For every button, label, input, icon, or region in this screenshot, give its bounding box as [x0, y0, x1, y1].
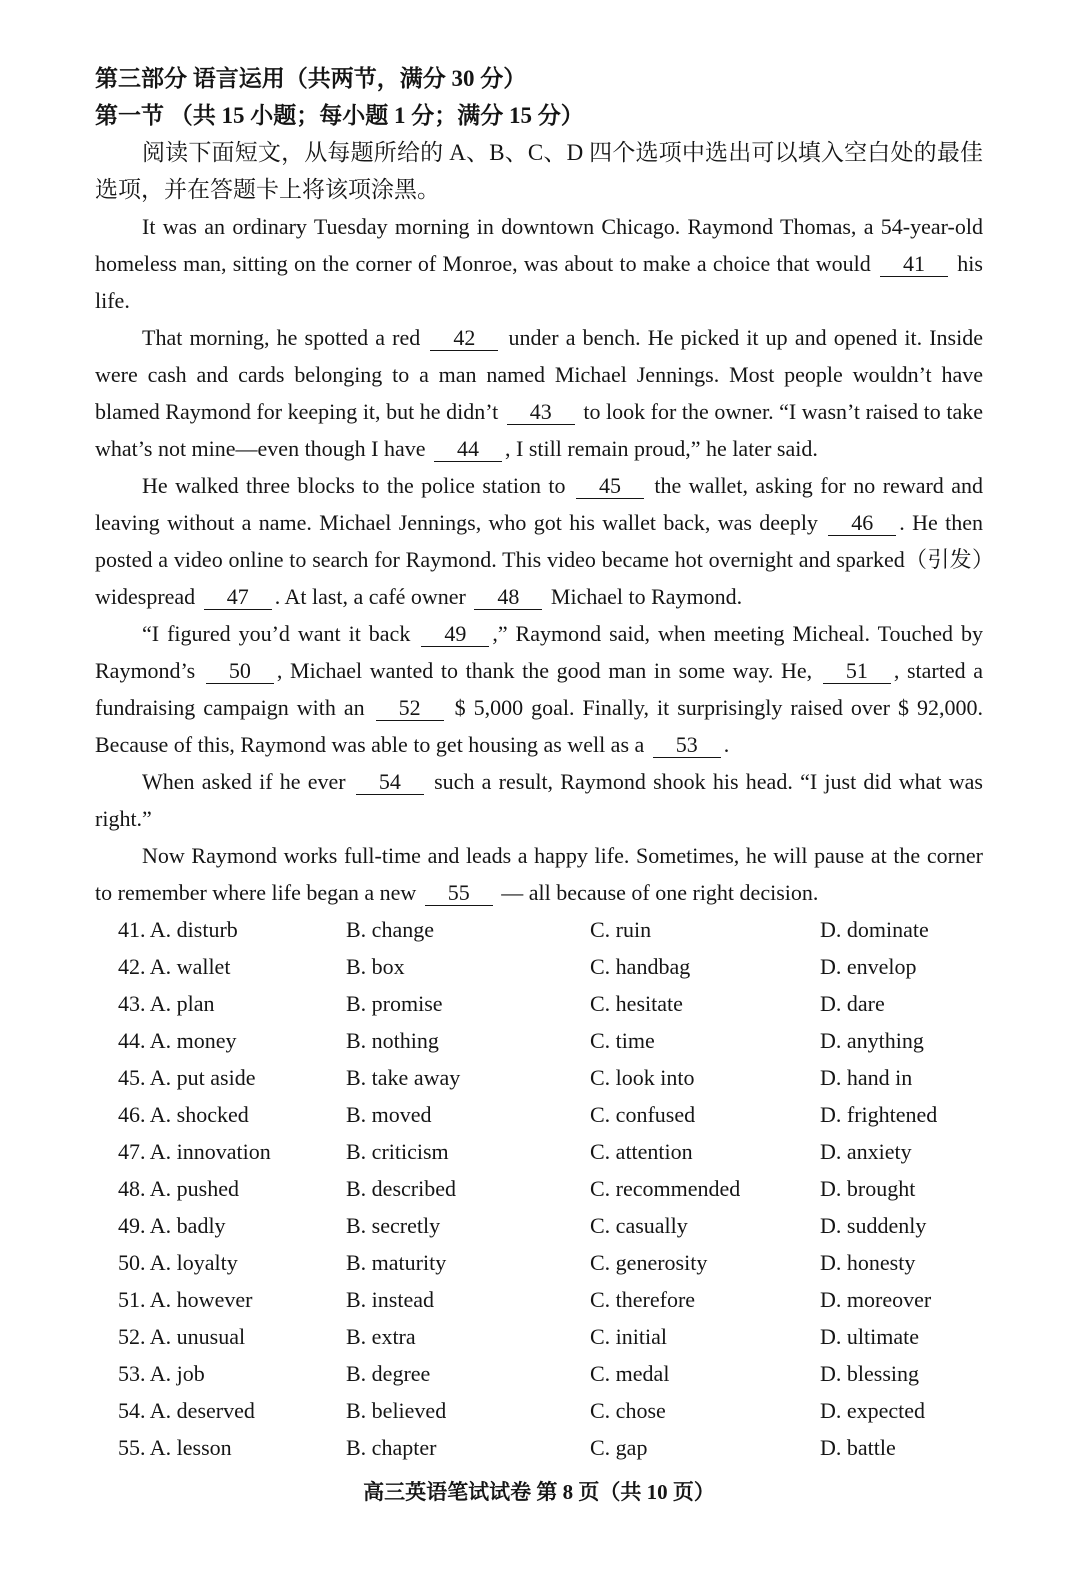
option-d: D. hand in: [820, 1065, 913, 1090]
option-cell: [346, 985, 590, 1022]
option-a: A. wallet: [149, 954, 231, 979]
question-row-50: [118, 1244, 983, 1281]
option-c: C. casually: [590, 1213, 688, 1238]
passage-text: the wallet, asking for no reward and leaving without a name. Michael Jennings, who got his wallet back, was deeply: [95, 473, 983, 535]
passage-paragraph: [95, 615, 983, 763]
blank-53: 53: [653, 733, 721, 758]
option-cell: [820, 1096, 983, 1133]
option-c: C. attention: [590, 1139, 693, 1164]
option-d: D. anything: [820, 1028, 924, 1053]
option-cell: [346, 1096, 590, 1133]
option-d: D. envelop: [820, 954, 917, 979]
option-cell: [346, 1170, 590, 1207]
option-b: B. promise: [346, 991, 443, 1016]
option-b: B. secretly: [346, 1213, 441, 1238]
question-number: 55.: [118, 1435, 146, 1460]
passage-text: He walked three blocks to the police station to: [142, 473, 573, 498]
option-cell: [820, 1244, 983, 1281]
passage-text: such a result, Raymond shook his head. “I just did what was right.”: [95, 769, 983, 831]
passage-text: . He then posted a video online to search for Raymond. This video became hot overnight and sparked（引发）widespread: [95, 510, 984, 609]
option-c: C. chose: [590, 1398, 666, 1423]
blank-50: 50: [206, 659, 274, 684]
passage-text: When asked if he ever: [142, 769, 353, 794]
passage-text: .: [723, 732, 730, 757]
passage-paragraph: [95, 319, 983, 467]
question-number: 44.: [118, 1028, 146, 1053]
passage-text: , started a fundraising campaign with an: [95, 658, 984, 720]
page-footer: 高三英语笔试试卷 第 8 页（共 10 页）: [363, 1480, 715, 1504]
option-cell: [590, 1133, 820, 1170]
question-number: 54.: [118, 1398, 146, 1423]
question-number: 53.: [118, 1361, 146, 1386]
option-cell: [590, 1022, 820, 1059]
option-c: C. initial: [590, 1324, 667, 1349]
option-b: B. instead: [346, 1287, 434, 1312]
option-c: C. handbag: [590, 954, 691, 979]
option-cell: [118, 1170, 346, 1207]
option-b: B. moved: [346, 1102, 432, 1127]
question-number: 48.: [118, 1176, 146, 1201]
question-number: 43.: [118, 991, 146, 1016]
option-d: D. expected: [820, 1398, 926, 1423]
question-number: 50.: [118, 1250, 146, 1275]
question-row-52: [118, 1318, 983, 1355]
passage-text: ,” Raymond said, when meeting Micheal. Touched by Raymond’s: [95, 621, 984, 683]
option-cell: [118, 1355, 346, 1392]
option-a: A. disturb: [149, 917, 238, 942]
blank-44: 44: [434, 437, 502, 462]
passage-text: That morning, he spotted a red: [142, 325, 428, 350]
passage-text: Now Raymond works full-time and leads a happy life. Sometimes, he will pause at the corner to remember where life began a new: [95, 843, 983, 905]
option-b: B. change: [346, 917, 434, 942]
question-row-53: [118, 1355, 983, 1392]
option-cell: [820, 1170, 983, 1207]
option-cell: [590, 1207, 820, 1244]
option-cell: [590, 985, 820, 1022]
option-b: B. degree: [346, 1361, 431, 1386]
option-cell: [590, 1355, 820, 1392]
question-row-54: [118, 1392, 983, 1429]
option-cell: [346, 1281, 590, 1318]
option-cell: [346, 1207, 590, 1244]
question-number: 45.: [118, 1065, 146, 1090]
option-d: D. ultimate: [820, 1324, 919, 1349]
passage-text: “I figured you’d want it back: [142, 621, 419, 646]
option-cell: [118, 1096, 346, 1133]
option-a: A. unusual: [149, 1324, 246, 1349]
blank-46: 46: [828, 511, 896, 536]
option-cell: [118, 1429, 346, 1466]
question-list: [95, 911, 983, 1466]
option-cell: [118, 1244, 346, 1281]
option-c: C. medal: [590, 1361, 670, 1386]
option-a: A. badly: [149, 1213, 226, 1238]
option-cell: [820, 1392, 983, 1429]
option-c: C. confused: [590, 1102, 696, 1127]
option-c: C. look into: [590, 1065, 695, 1090]
option-b: B. take away: [346, 1065, 461, 1090]
option-cell: [346, 1355, 590, 1392]
option-cell: [118, 985, 346, 1022]
option-cell: [590, 1244, 820, 1281]
option-d: D. anxiety: [820, 1139, 912, 1164]
option-cell: [118, 1059, 346, 1096]
option-c: C. time: [590, 1028, 655, 1053]
question-number: 41.: [118, 917, 146, 942]
option-cell: [590, 1429, 820, 1466]
option-b: B. nothing: [346, 1028, 439, 1053]
option-a: A. lesson: [149, 1435, 232, 1460]
option-cell: [346, 1429, 590, 1466]
option-a: A. shocked: [149, 1102, 249, 1127]
passage-paragraph: [95, 208, 983, 319]
option-d: D. frightened: [820, 1102, 938, 1127]
option-cell: [590, 1170, 820, 1207]
passage-text: , I still remain proud,” he later said.: [505, 436, 818, 461]
option-cell: [820, 1355, 983, 1392]
option-a: A. loyalty: [149, 1250, 238, 1275]
question-number: 49.: [118, 1213, 146, 1238]
question-number: 46.: [118, 1102, 146, 1127]
option-cell: [590, 911, 820, 948]
question-row-55: [118, 1429, 983, 1466]
question-row-45: [118, 1059, 983, 1096]
passage-text: his life.: [95, 251, 983, 313]
question-row-46: [118, 1096, 983, 1133]
option-d: D. brought: [820, 1176, 916, 1201]
blank-41: 41: [880, 252, 948, 277]
option-cell: [346, 911, 590, 948]
option-a: A. money: [149, 1028, 237, 1053]
option-a: A. plan: [149, 991, 215, 1016]
question-row-48: [118, 1170, 983, 1207]
option-d: D. moreover: [820, 1287, 932, 1312]
option-cell: [820, 985, 983, 1022]
option-d: D. honesty: [820, 1250, 916, 1275]
option-c: C. ruin: [590, 917, 652, 942]
option-cell: [346, 1133, 590, 1170]
option-a: A. however: [149, 1287, 253, 1312]
option-b: B. maturity: [346, 1250, 447, 1275]
option-c: C. generosity: [590, 1250, 708, 1275]
question-number: 52.: [118, 1324, 146, 1349]
option-b: B. extra: [346, 1324, 416, 1349]
passage-text: . At last, a café owner: [274, 584, 472, 609]
option-cell: [346, 1318, 590, 1355]
option-cell: [118, 948, 346, 985]
option-cell: [346, 1022, 590, 1059]
option-a: A. pushed: [149, 1176, 240, 1201]
option-a: A. deserved: [149, 1398, 255, 1423]
option-cell: [820, 1429, 983, 1466]
question-row-47: [118, 1133, 983, 1170]
option-b: B. chapter: [346, 1435, 437, 1460]
passage-text: — all because of one right decision.: [495, 880, 819, 905]
question-number: 51.: [118, 1287, 146, 1312]
option-d: D. blessing: [820, 1361, 919, 1386]
option-c: C. recommended: [590, 1176, 741, 1201]
question-number: 42.: [118, 954, 146, 979]
option-cell: [820, 1022, 983, 1059]
passage-text: Michael to Raymond.: [545, 584, 743, 609]
section-subtitle: 第一节 （共 15 小题；每小题 1 分；满分 15 分）: [95, 103, 584, 128]
blank-55: 55: [425, 881, 493, 906]
page-content: [95, 60, 983, 1510]
option-d: D. suddenly: [820, 1213, 927, 1238]
blank-52: 52: [376, 696, 444, 721]
question-row-41: [118, 911, 983, 948]
passage-paragraph: [95, 837, 983, 911]
option-d: D. dare: [820, 991, 885, 1016]
blank-49: 49: [421, 622, 489, 647]
option-a: A. job: [149, 1361, 205, 1386]
question-row-49: [118, 1207, 983, 1244]
option-c: C. gap: [590, 1435, 648, 1460]
option-a: A. innovation: [149, 1139, 271, 1164]
blank-54: 54: [356, 770, 424, 795]
option-cell: [346, 1244, 590, 1281]
option-cell: [346, 948, 590, 985]
option-cell: [118, 1318, 346, 1355]
option-cell: [820, 1318, 983, 1355]
passage: [95, 208, 983, 911]
option-cell: [118, 1133, 346, 1170]
option-cell: [346, 1392, 590, 1429]
option-b: B. described: [346, 1176, 456, 1201]
option-c: C. therefore: [590, 1287, 696, 1312]
blank-51: 51: [823, 659, 891, 684]
option-cell: [590, 1392, 820, 1429]
option-cell: [820, 1281, 983, 1318]
blank-47: 47: [204, 585, 272, 610]
option-cell: [118, 1392, 346, 1429]
option-cell: [118, 911, 346, 948]
option-b: B. criticism: [346, 1139, 449, 1164]
passage-text: under a bench. He picked it up and opened it. Inside were cash and cards belonging to a man named Michael Jennings. Most people wouldn’t have blamed Raymond for keeping it, but he didn’t: [95, 325, 983, 424]
option-a: A. put aside: [149, 1065, 256, 1090]
option-cell: [118, 1281, 346, 1318]
question-number: 47.: [118, 1139, 146, 1164]
question-row-44: [118, 1022, 983, 1059]
option-cell: [820, 911, 983, 948]
blank-45: 45: [576, 474, 644, 499]
option-cell: [590, 1318, 820, 1355]
option-d: D. battle: [820, 1435, 896, 1460]
passage-paragraph: [95, 763, 983, 837]
question-row-42: [118, 948, 983, 985]
passage-text: , Michael wanted to thank the good man in some way. He,: [276, 658, 820, 683]
passage-text: $ 5,000 goal. Finally, it surprisingly raised over $ 92,000. Because of this, Raymond was able to get housing as well as a: [95, 695, 983, 757]
option-d: D. dominate: [820, 917, 929, 942]
blank-43: 43: [507, 400, 575, 425]
option-cell: [820, 1133, 983, 1170]
option-b: B. believed: [346, 1398, 447, 1423]
question-row-51: [118, 1281, 983, 1318]
option-cell: [118, 1022, 346, 1059]
blank-48: 48: [474, 585, 542, 610]
option-cell: [118, 1207, 346, 1244]
option-cell: [590, 1096, 820, 1133]
instructions: 阅读下面短文，从每题所给的 A、B、C、D 四个选项中选出可以填入空白处的最佳选项，并在答题卡上将该项涂黑。: [95, 140, 983, 202]
section-title: 第三部分 语言运用（共两节，满分 30 分）: [95, 66, 527, 91]
option-b: B. box: [346, 954, 405, 979]
option-cell: [590, 1281, 820, 1318]
option-cell: [346, 1059, 590, 1096]
blank-42: 42: [430, 326, 498, 351]
passage-text: It was an ordinary Tuesday morning in downtown Chicago. Raymond Thomas, a 54-year-old homeless man, sitting on the corner of Monroe, was about to make a choice that would: [95, 214, 983, 276]
question-row-43: [118, 985, 983, 1022]
option-cell: [590, 948, 820, 985]
option-cell: [820, 1059, 983, 1096]
option-cell: [590, 1059, 820, 1096]
option-cell: [820, 1207, 983, 1244]
passage-text: to look for the owner. “I wasn’t raised to take what’s not mine—even though I have: [95, 399, 983, 461]
option-cell: [820, 948, 983, 985]
passage-paragraph: [95, 467, 983, 615]
option-c: C. hesitate: [590, 991, 683, 1016]
